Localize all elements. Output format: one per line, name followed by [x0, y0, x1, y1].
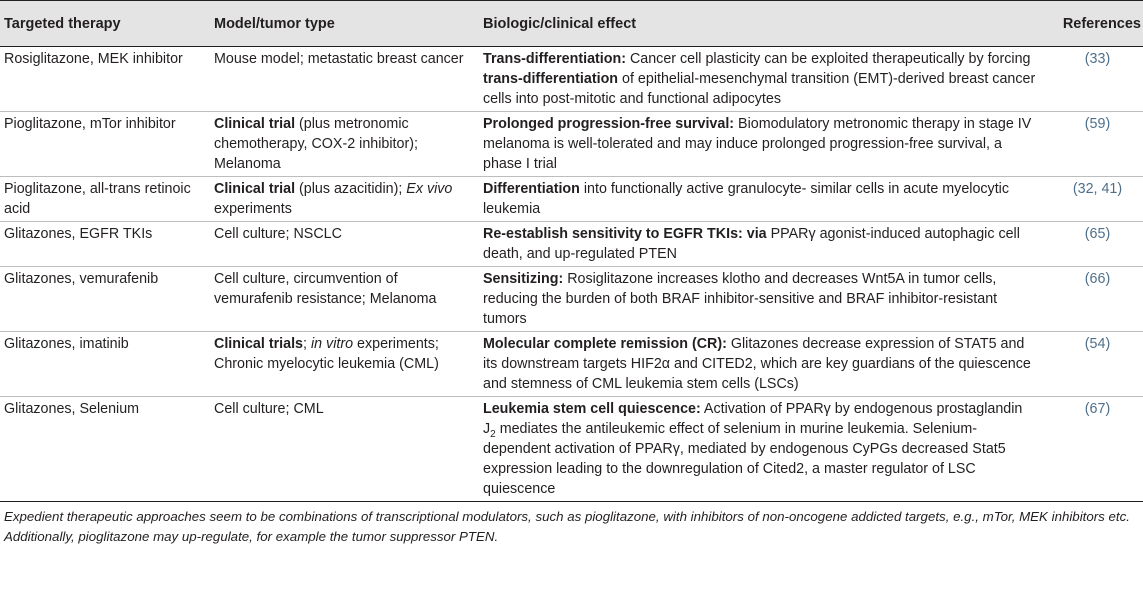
cell-biologic-clinical-effect — [479, 267, 1044, 332]
table-body — [0, 47, 1143, 502]
text-segment: Activation of PPARγ by endogenous prostaglandin J — [483, 401, 1023, 437]
cell-model-tumor-type — [210, 332, 479, 397]
text-segment: into functionally active granulocyte- similar cells in acute myelocytic leukemia — [483, 181, 1009, 217]
text-segment: Trans-differentiation: — [483, 51, 626, 67]
text-segment: Biomodulatory metronomic therapy in stage IV melanoma is well-tolerated and may induce prolonged progression-free survival, a phase I trial — [483, 116, 1032, 172]
text-segment: mediates the antileukemic effect of selenium in murine leukemia. Selenium-dependent activation of PPARγ, mediated by endogenous CyPGs decreased Stat5 expression leading to the downregulation of Cited2, a master regulator of LSC quiescence — [483, 421, 1006, 497]
text-segment: experiments; Chronic myelocytic leukemia (CML) — [214, 336, 439, 372]
text-segment: of epithelial-mesenchymal transition (EMT)-derived breast cancer cells into post-mitotic and functional adipocytes — [483, 71, 1036, 107]
table-row — [0, 332, 1143, 397]
text-segment: Clinical trial — [214, 181, 296, 197]
text-segment: (plus metronomic chemotherapy, COX-2 inhibitor); Melanoma — [214, 116, 418, 172]
cell-references-link[interactable]: (33) — [1084, 51, 1111, 67]
cell-biologic-clinical-effect — [479, 332, 1044, 397]
text-segment: Molecular complete remission (CR): — [483, 336, 727, 352]
table-row — [0, 267, 1143, 332]
header-model-tumor-type: Model/tumor type — [214, 15, 335, 32]
cell-references-link[interactable]: (67) — [1084, 401, 1111, 417]
header-targeted-therapy: Targeted therapy — [4, 15, 121, 32]
cell-references-link[interactable]: (65) — [1084, 226, 1111, 242]
cell-targeted-therapy: Pioglitazone, mTor inhibitor — [4, 116, 176, 132]
cell-biologic-clinical-effect — [479, 397, 1044, 502]
cell-model-tumor-type — [210, 267, 479, 332]
text-segment: (plus azacitidin); — [295, 181, 407, 197]
cell-model-tumor-type — [210, 177, 479, 222]
table-footnote: Expedient therapeutic approaches seem to be combinations of transcriptional modulators, such as pioglitazone, with inhibitors of non-oncogene addicted targets, e.g., mTor, MEK inhibitors etc. Additionally, pioglitazone may up-regulate, for example the tumor suppressor PTEN. — [4, 509, 1130, 544]
header-references: References — [1062, 15, 1141, 32]
text-segment: 2 — [490, 428, 496, 440]
table-row — [0, 397, 1143, 502]
cell-targeted-therapy: Glitazones, imatinib — [4, 336, 129, 352]
cell-targeted-therapy: Glitazones, EGFR TKIs — [4, 226, 153, 242]
cell-model-tumor-type — [210, 397, 479, 502]
text-segment: Ex vivo — [406, 181, 453, 197]
text-segment: Prolonged progression-free survival: — [483, 116, 735, 132]
text-segment: Cancer cell plasticity can be exploited therapeutically by forcing — [625, 51, 1031, 67]
text-segment: Sensitizing: — [483, 271, 564, 287]
table-row — [0, 177, 1143, 222]
text-segment: Re-establish sensitivity to EGFR TKIs: via — [483, 226, 767, 242]
text-segment: Cell culture; CML — [214, 401, 324, 417]
text-segment: Leukemia stem cell quiescence: — [483, 401, 701, 417]
cell-references-link[interactable]: (66) — [1084, 271, 1111, 287]
text-segment: Mouse model; metastatic breast cancer — [214, 51, 464, 67]
cell-references-link[interactable]: (32, 41) — [1072, 181, 1123, 197]
header-biologic-clinical-effect: Biologic/clinical effect — [483, 15, 637, 32]
cell-targeted-therapy: Pioglitazone, all-trans retinoic acid — [4, 181, 191, 217]
cell-references-link[interactable]: (59) — [1084, 116, 1111, 132]
cell-biologic-clinical-effect — [479, 222, 1044, 267]
text-segment: Cell culture, circumvention of vemurafenib resistance; Melanoma — [214, 271, 437, 307]
text-segment: Glitazones decrease expression of STAT5 and its downstream targets HIF2α and CITED2, which are key guardians of the quiescence and stemness of CML leukemia stem cells (LSCs) — [483, 336, 1031, 392]
cell-model-tumor-type — [210, 112, 479, 177]
table-row — [0, 47, 1143, 112]
text-segment: in vitro — [310, 336, 354, 352]
cell-targeted-therapy: Rosiglitazone, MEK inhibitor — [4, 51, 183, 67]
text-segment: trans-differentiation — [483, 71, 619, 87]
table-row — [0, 222, 1143, 267]
text-segment: Differentiation — [483, 181, 580, 197]
cell-targeted-therapy: Glitazones, Selenium — [4, 401, 140, 417]
cell-targeted-therapy: Glitazones, vemurafenib — [4, 271, 159, 287]
cell-references-link[interactable]: (54) — [1084, 336, 1111, 352]
text-segment: Rosiglitazone increases klotho and decreases Wnt5A in tumor cells, reducing the burden of both BRAF inhibitor-sensitive and BRAF inhibitor-resistant tumors — [483, 271, 998, 327]
table-row — [0, 112, 1143, 177]
cell-biologic-clinical-effect — [479, 112, 1044, 177]
text-segment: ; — [303, 336, 311, 352]
text-segment: Clinical trials — [214, 336, 303, 352]
cell-model-tumor-type — [210, 47, 479, 112]
text-segment: Cell culture; NSCLC — [214, 226, 342, 242]
text-segment: PPARγ agonist-induced autophagic cell death, and up-regulated PTEN — [483, 226, 1020, 262]
cell-biologic-clinical-effect — [479, 47, 1044, 112]
text-segment: experiments — [214, 201, 292, 217]
text-segment: Clinical trial — [214, 116, 296, 132]
cell-model-tumor-type — [210, 222, 479, 267]
table-header-row — [0, 1, 1143, 47]
cell-biologic-clinical-effect — [479, 177, 1044, 222]
